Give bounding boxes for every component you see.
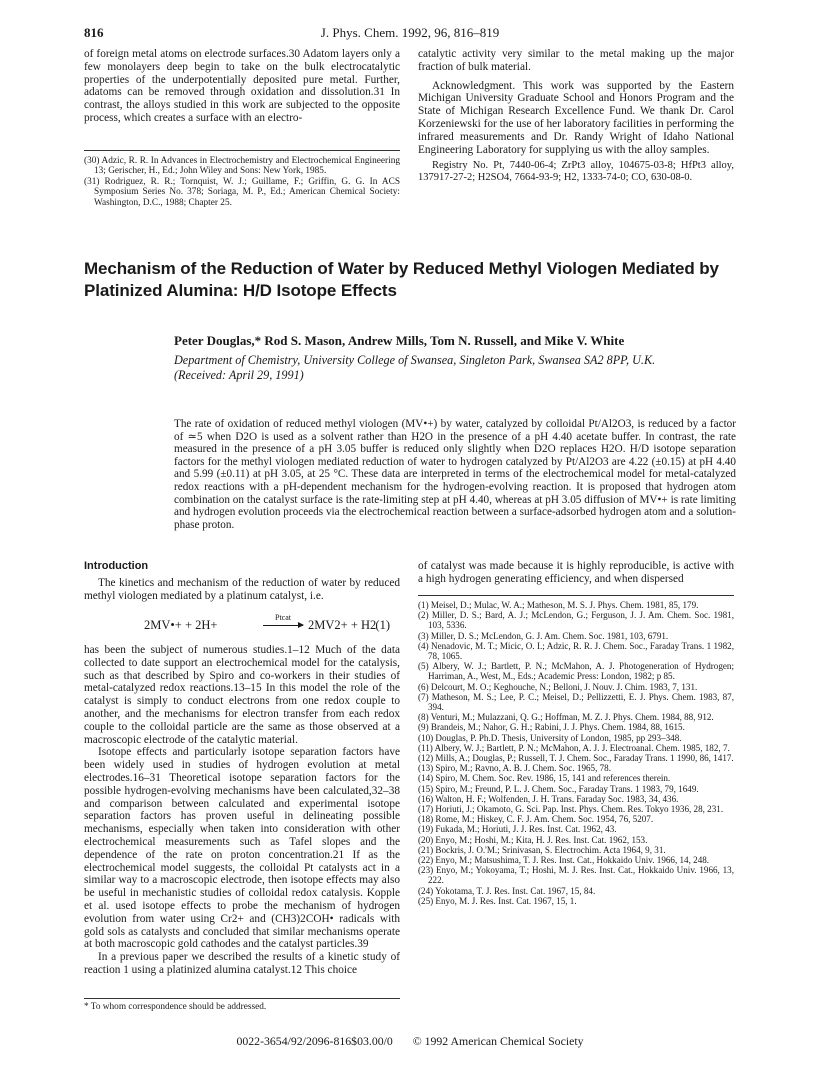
reaction-arrow	[263, 614, 303, 626]
page-footer	[0, 1034, 820, 1049]
reference-item: (5) Albery, W. J.; Bartlett, P. N.; McMahon, A. J. Photogeneration of Hydrogen; Harriman, A., West, M., Eds.; Academic Press: London, 1982; p 85.	[418, 661, 734, 682]
copyright: © 1992 American Chemical Society	[412, 1034, 584, 1048]
reference-item: (15) Spiro, M.; Freund, P. L. J. Chem. Soc., Faraday Trans. 1 1983, 79, 1649.	[418, 783, 699, 794]
intro-paragraph: The kinetics and mechanism of the reduction of water by reduced methyl viologen mediated by a platinum catalyst, i.e.	[84, 576, 400, 602]
reference-item: (4) Nenadovic, M. T.; Micic, O. I.; Adzic, R. R. J. Chem. Soc., Faraday Trans. 1 1982, 78, 1065.	[418, 640, 734, 662]
footnote-ref: (31) Rodriguez, R. R.; Tornquist, W. J.; Guillame, F.; Griffin, G. G. In ACS Symposium Series No. 378; Soriaga, M. P., Ed.; American Chemical Society: Washington, D.C., 1988; Chapter 25.	[84, 176, 400, 208]
acknowledgment: Acknowledgment. This work was supported by the Eastern Michigan University Graduate School and Honors Program and the State of Michigan Research Excellence Fund. We thank Dr. Carol Korzeniewski for the use of her laboratory facilities in performing the infrared measurements and Dr. Randy Wright of Idaho National Engineering Laboratory for supplying us with the alloy samples.	[418, 79, 734, 156]
reference-item: (20) Enyo, M.; Hoshi, M.; Kita, H. J. Res. Inst. Cat. 1962, 153.	[418, 834, 648, 845]
correspondence-divider	[84, 998, 400, 999]
intro-left-body	[84, 644, 400, 977]
reference-item: (3) Miller, D. S.; McLendon, G. J. Am. Chem. Soc. 1981, 103, 6791.	[418, 630, 669, 641]
intro-paragraph: In a previous paper we described the results of a kinetic study of reaction 1 using a platinized alumina catalyst.12 This choice	[84, 951, 400, 976]
reference-item: (2) Miller, D. S.; Bard, A. J.; McLendon, G.; Ferguson, J. J. Am. Chem. Soc. 1981, 103, 5336.	[418, 610, 734, 631]
reference-item: (13) Spiro, M.; Ravno, A. B. J. Chem. Soc. 1965, 78.	[418, 763, 611, 774]
reference-item: (21) Bockris, J. O.'M.; Srinivasan, S. Electrochim. Acta 1964, 9, 31.	[418, 844, 666, 855]
equation-number: (1)	[375, 618, 390, 632]
reference-item: (19) Fukada, M.; Horiuti, J. J. Res. Inst. Cat. 1962, 43.	[418, 824, 617, 835]
affiliation-block	[174, 353, 655, 382]
reference-item: (23) Enyo, M.; Yokoyama, T.; Hoshi, M. J. Res. Inst. Cat., Hokkaido Univ. 1966, 13, 222.	[418, 865, 734, 886]
reference-item: (17) Horiuti, J.; Okamoto, G. Sci. Pap. Inst. Phys. Chem. Res. Tokyo 1936, 28, 231.	[418, 804, 724, 815]
reference-item: (6) Delcourt, M. O.; Keghouche, N.; Belloni, J. Nouv. J. Chim. 1983, 7, 131.	[418, 681, 698, 692]
affiliation: Department of Chemistry, University College of Swansea, Singleton Park, Swansea SA2 8PP, U.K.	[174, 353, 656, 367]
article-title: Mechanism of the Reduction of Water by Reduced Methyl Viologen Mediated by Platinized Alumina: H/D Isotope Effects	[84, 259, 719, 300]
reference-item: (24) Yokotama, T. J. Res. Inst. Cat. 1967, 15, 84.	[418, 885, 596, 896]
reference-item: (1) Meisel, D.; Mulac, W. A.; Matheson, M. S. J. Phys. Chem. 1981, 85, 179.	[418, 600, 699, 610]
prev-article-left-text: of foreign metal atoms on electrode surfaces.30 Adatom layers only a few monolayers deep begin to take on the bulk electrocatalytic properties of the underpotentially deposited pure metal. Further, adatoms can be removed through oxidation and dissolution.31 In contrast, the alloys studied in this work are subjected to the opposite process, which creates a surface with an electro-	[84, 48, 400, 124]
references-divider	[418, 595, 734, 596]
footnote-divider	[84, 150, 400, 151]
received-date: (Received: April 29, 1991)	[174, 367, 304, 382]
reference-item: (12) Mills, A.; Douglas, P.; Russell, T. J. Chem. Soc., Faraday Trans. 1 1990, 86, 1417.	[418, 753, 734, 764]
reference-item: (25) Enyo, M. J. Res. Inst. Cat. 1967, 15, 1.	[418, 895, 577, 906]
reference-item: (22) Enyo, M.; Matsushima, T. J. Res. Inst. Cat., Hokkaido Univ. 1966, 14, 248.	[418, 855, 710, 866]
reference-item: (7) Matheson, M. S.; Lee, P. C.; Meisel, D.; Pellizzetti, E. J. Phys. Chem. 1983, 87, 394.	[418, 691, 734, 713]
intro-right-text: of catalyst was made because it is highly reproducible, is active with a high hydrogen generating efficiency, and when dispersed	[418, 560, 734, 585]
registry-numbers: Registry No. Pt, 7440-06-4; ZrPt3 alloy, 104675-03-8; HfPt3 alloy, 137917-27-2; H2SO4, 7664-93-9; H2, 1333-74-0; CO, 630-08-0.	[418, 160, 734, 184]
equation-catalyst: Ptcat	[275, 613, 291, 622]
prev-article-footnotes	[84, 156, 400, 208]
author-list: Peter Douglas,* Rod S. Mason, Andrew Mills, Tom N. Russell, and Mike V. White	[174, 333, 625, 348]
intro-paragraph: has been the subject of numerous studies.1–12 Much of the data collected to date support an electrochemical model for the catalysis, such as that described by Spiro and co-workers in their studies of metal-catalyzed redox reactions.13–15 In this model the role of the catalyst is simply to conduct electrons from one redox couple to another, and the mechanisms for electron transfer from each redox couple to the colloidal particle are the same as those observed at a macroscopic electrode of the catalytic material.	[84, 644, 400, 746]
reference-item: (11) Albery, W. J.; Bartlett, P. N.; McMahon, A. J. J. Electroanal. Chem. 1985, 182, 7.	[418, 742, 730, 753]
equation-rhs: 2MV2+ + H2	[308, 618, 377, 632]
equation-lhs: 2MV•+ + 2H+	[144, 618, 218, 632]
equation-1	[84, 610, 400, 636]
reference-item: (9) Brandeis, M.; Nahor, G. H.; Rabini, J. J. Phys. Chem. 1984, 88, 1615.	[418, 722, 685, 733]
reference-item: (8) Venturi, M.; Mulazzani, Q. G.; Hoffman, M. Z. J. Phys. Chem. 1984, 88, 912.	[418, 712, 714, 723]
abstract: The rate of oxidation of reduced methyl viologen (MV•+) by water, catalyzed by colloidal Pt/Al2O3, is reduced by a factor of ≃5 when D2O is used as a solvent rather than H2O in the presence of a pH 4.40 acetate buffer. In contrast, the rate measured in the presence of a pH 3.05 buffer is reduced only slightly when D2O replaces H2O. H/D isotope separation factors for the methyl viologen mediated reduction of water to hydrogen catalyzed by Pt/Al2O3 are 4.22 (±0.15) at pH 4.40 and 5.99 (±0.11) at pH 3.05, at 25 °C. These data are interpreted in terms of the electrochemical model for metal-catalyzed redox reactions with a pH-dependent mechanism for the hydrogen-evolving reaction. It is proposed that hydrogen atom combination on the catalyst surface is the rate-limiting step at pH 4.40, whereas at pH 3.05 diffusion of MV•+ is rate limiting and hydrogen evolution proceeds via the electrochemical reaction between a surface-adsorbed hydrogen atom and a solution-phase proton.	[174, 418, 736, 531]
intro-paragraph: Isotope effects and particularly isotope separation factors have been widely used in studies of hydrogen evolution at metal electrodes.16–31 Theoretical isotope separation factors for the possible hydrogen-evolving mechanisms have been calculated,32–38 and comparison between calculated and experimental isotope separation factors has proven useful in delineating possible mechanisms, especially when taken into consideration with other electrochemical measurements such as Tafel slopes and the dependence of the rate on proton concentration.21 If as the electrochemical model suggests, the colloidal Pt catalysts act in a similar way to a macroscopic electrode, then isotope effects may also be useful in mechanistic studies of colloidal redox catalysis. Kopple et al. used isotope effects to probe the mechanism of hydrogen evolution from water using Cr2+ and (CH3)2COH• radicals with gold sols as catalysts and concluded that similar mechanisms operate at both macroscopic gold cathodes and the catalyst particles.39	[84, 746, 400, 951]
journal-citation: J. Phys. Chem. 1992, 96, 816–819	[320, 25, 500, 40]
reference-item: (18) Rome, M.; Hiskey, C. F. J. Am. Chem. Soc. 1954, 76, 5207.	[418, 814, 654, 825]
reference-item: (16) Walton, H. F.; Wolfenden, J. H. Trans. Faraday Soc. 1983, 34, 436.	[418, 793, 679, 804]
intro-left-top	[84, 560, 400, 602]
reference-item: (14) Spiro, M. Chem. Soc. Rev. 1986, 15, 141 and references therein.	[418, 773, 671, 784]
footnote-ref: (30) Adzic, R. R. In Advances in Electrochemistry and Electrochemical Engineering 13; Gerischer, H., Ed.; John Wiley and Sons: New York, 1985.	[84, 156, 400, 177]
page-number: 816	[84, 25, 104, 40]
article-code: 0022-3654/92/2096-816$03.00/0	[236, 1034, 393, 1048]
prev-article-right-column	[418, 48, 734, 184]
correspondence-note: * To whom correspondence should be addressed.	[84, 1002, 267, 1012]
section-heading: Introduction	[84, 560, 149, 572]
reference-list	[418, 600, 734, 906]
prev-article-right-text: catalytic activity very similar to the metal making up the major fraction of bulk material.	[418, 48, 734, 73]
reference-item: (10) Douglas, P. Ph.D. Thesis, University of London, 1985, pp 293–348.	[418, 732, 682, 743]
